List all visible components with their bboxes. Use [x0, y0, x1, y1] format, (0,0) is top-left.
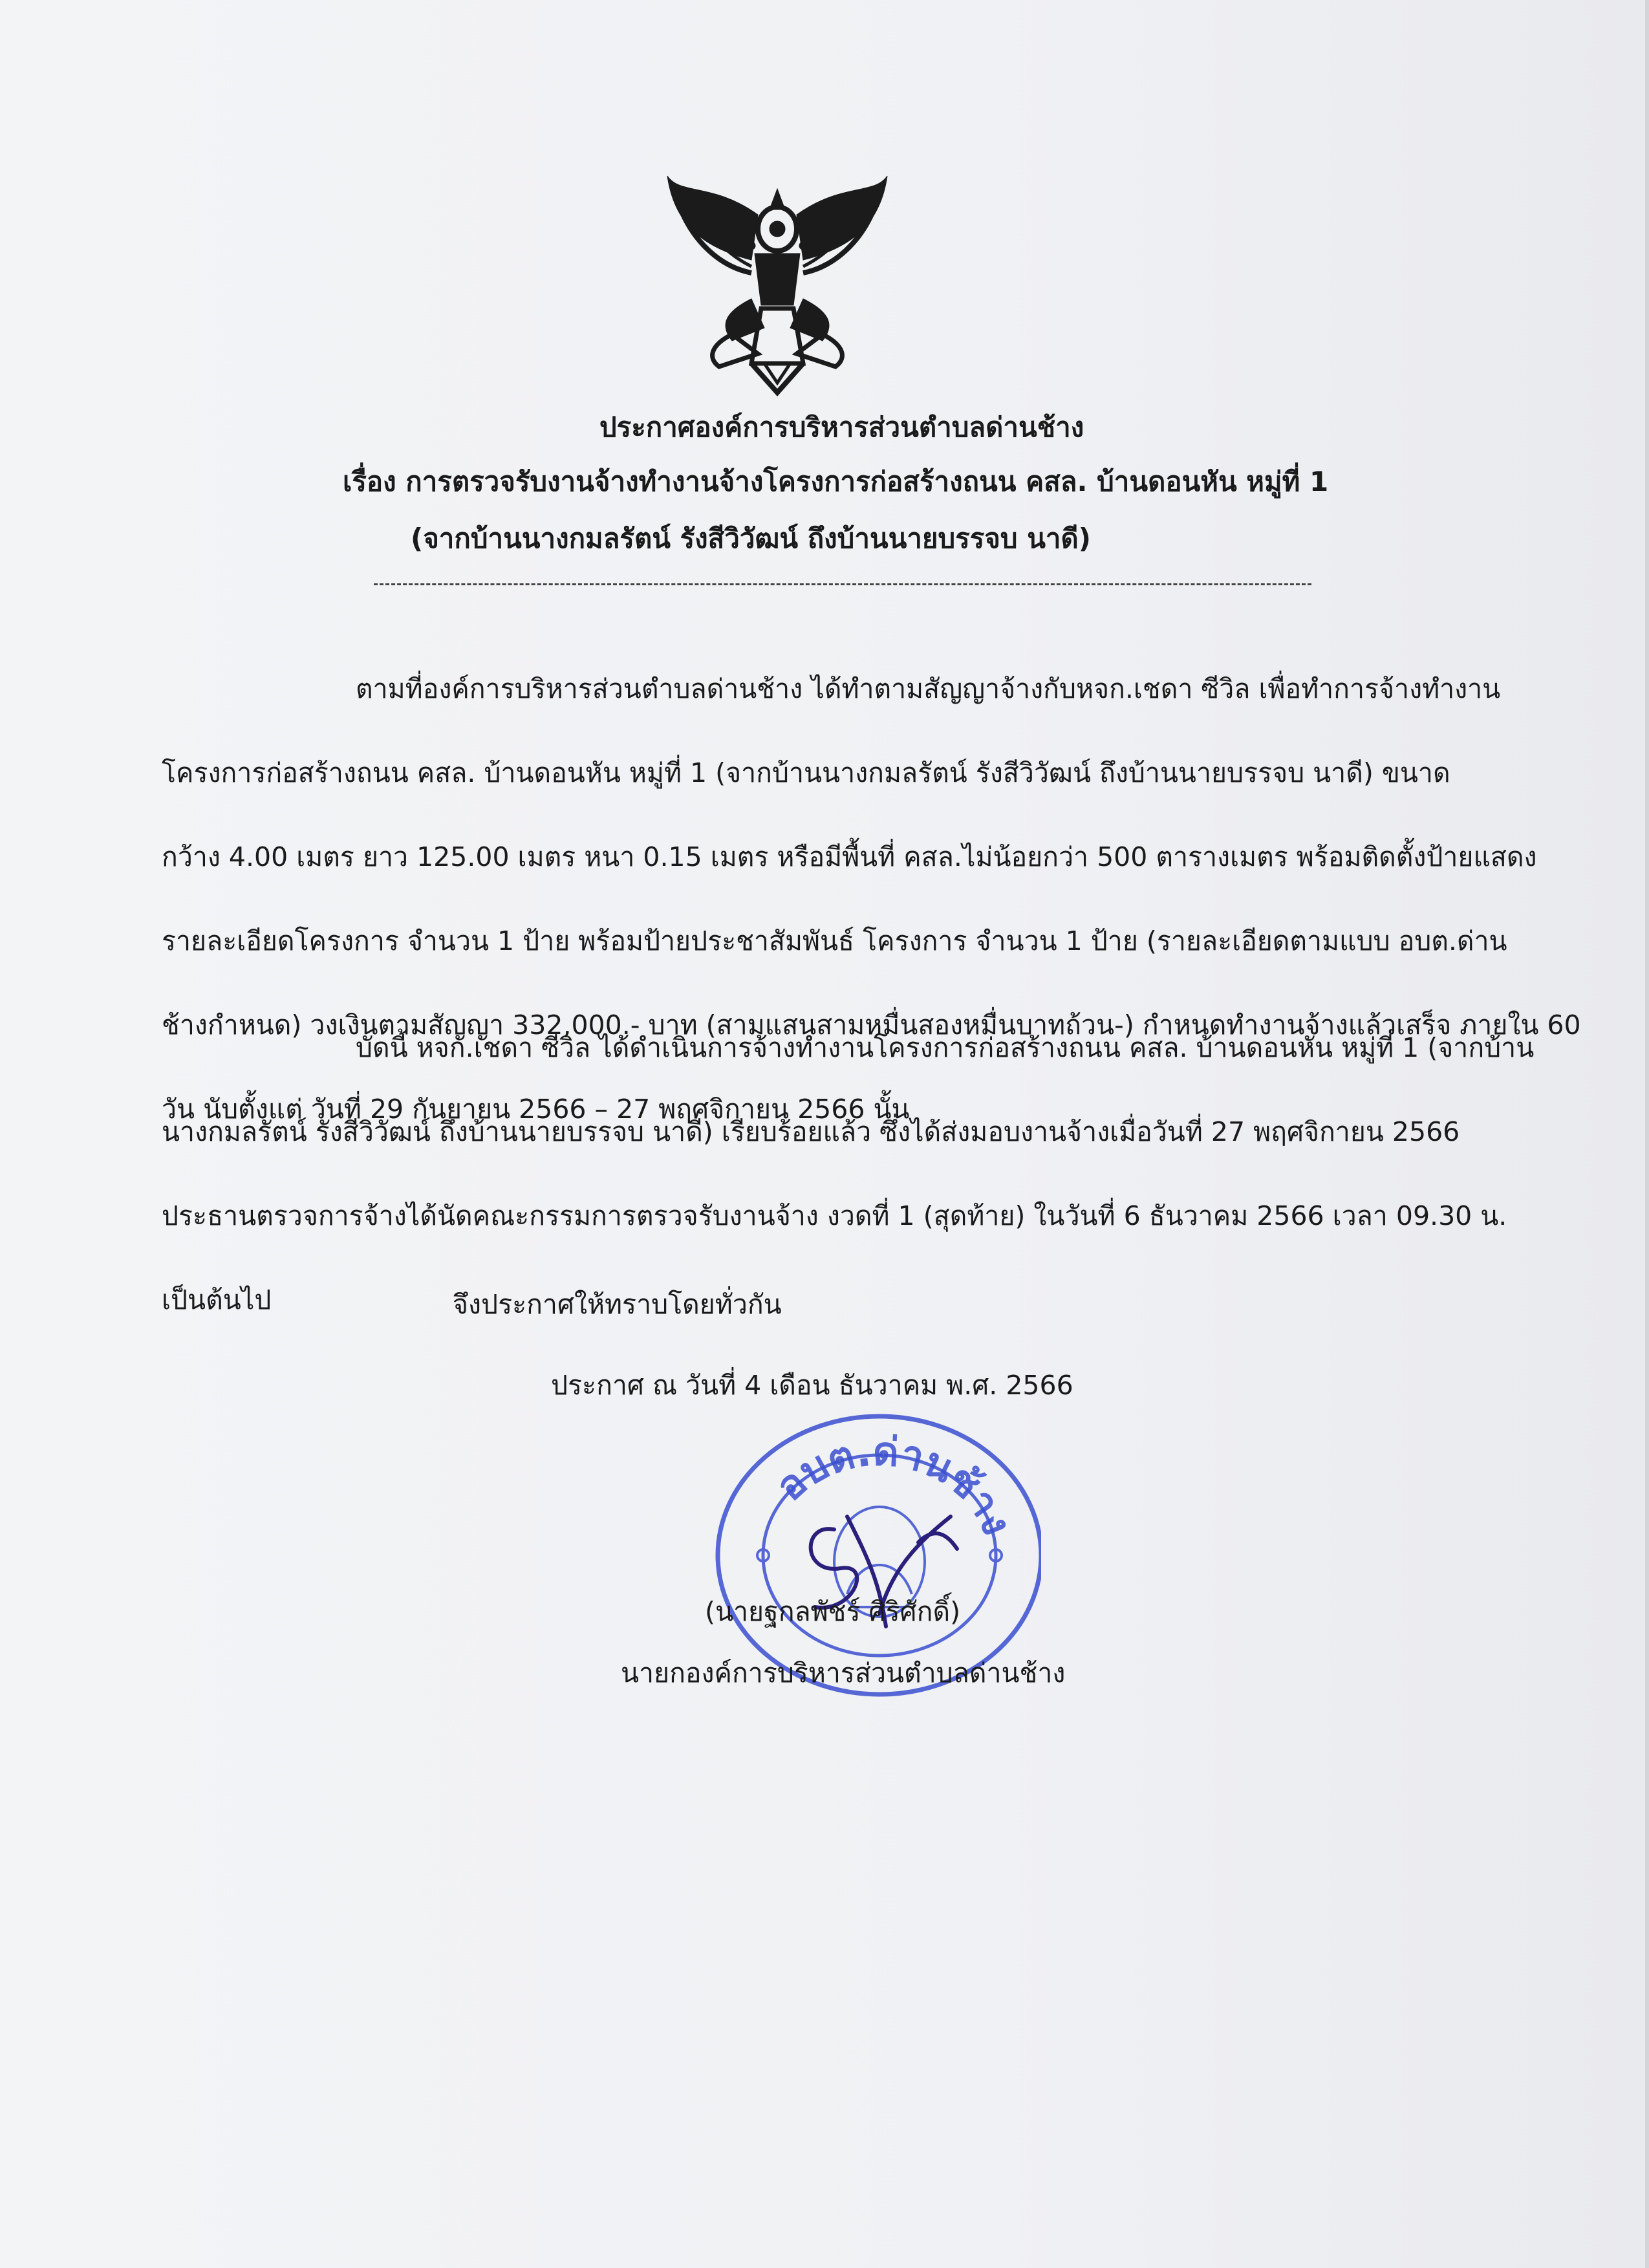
paragraph-line: วัน นับตั้งแต่ วันที่ 29 กันยายน 2566 – 27 พฤศจิกายน 2566 นั้น	[162, 1094, 910, 1125]
paragraph-line: บัดนี้ หจก.เชดา ซีวิล ได้ดำเนินการจ้างทำงานโครงการก่อสร้างถนน คสล. บ้านดอนหัน หมู่ที่ 1 (จากบ้าน	[356, 1032, 1535, 1063]
paragraph-line: ช้างกำหนด) วงเงินตามสัญญา 332,000.- บาท (สามแสนสามหมื่นสองหมื่นบาทถ้วน-) กำหนดทำงานจ้างแล้วเสร็จ ภายใน 60	[162, 1010, 1581, 1041]
announcement-title: ประกาศองค์การบริหารส่วนตำบลด่านช้าง	[599, 411, 1084, 443]
paragraph-line: นางกมลรัตน์ รังสีวิวัฒน์ ถึงบ้านนายบรรจบ นาดี) เรียบร้อยแล้ว ซึ่งได้ส่งมอบงานจ้างเมื่อวันที่ 27 พฤศจิกายน 2566	[162, 1116, 1460, 1147]
announcement-statement: จึงประกาศให้ทราบโดยทั่วกัน	[453, 1289, 782, 1320]
signer-title: นายกองค์การบริหารส่วนตำบลด่านช้าง	[621, 1658, 1066, 1689]
announcement-subject: เรื่อง การตรวจรับงานจ้างทำงานจ้างโครงการก่อสร้างถนน คสล. บ้านดอนหัน หมู่ที่ 1	[343, 466, 1329, 497]
paragraph-line: กว้าง 4.00 เมตร ยาว 125.00 เมตร หนา 0.15 เมตร หรือมีพื้นที่ คสล.ไม่น้อยกว่า 500 ตารางเมตร พร้อมติดตั้งป้ายแสดง	[162, 841, 1537, 872]
paragraph-line: เป็นต้นไป	[162, 1284, 272, 1315]
seal-text: อบต.ด่านช้าง	[766, 1427, 1022, 1542]
paragraph-line: ตามที่องค์การบริหารส่วนตำบลด่านช้าง ได้ทำตามสัญญาจ้างกับหจก.เชดา ซีวิล เพื่อทำการจ้างทำงาน	[356, 673, 1501, 704]
header-divider	[374, 583, 1311, 585]
garuda-emblem-icon	[654, 169, 900, 402]
paragraph-line: โครงการก่อสร้างถนน คสล. บ้านดอนหัน หมู่ที่ 1 (จากบ้านนางกมลรัตน์ รังสีวิวัฒน์ ถึงบ้านนายบรรจบ นาดี) ขนาด	[162, 757, 1450, 788]
svg-text:อบต.ด่านช้าง	[766, 1427, 1021, 1542]
paragraph-inspection	[162, 1006, 1535, 1342]
page-edge	[1645, 0, 1649, 2268]
announcement-location: (จากบ้านนางกมลรัตน์ รังสีวิวัฒน์ ถึงบ้านนายบรรจบ นาดี)	[411, 523, 1091, 554]
signer-name: (นายฐกลพัชร์ ศิริศักดิ์)	[705, 1596, 961, 1627]
announcement-date: ประกาศ ณ วันที่ 4 เดือน ธันวาคม พ.ศ. 2566	[551, 1370, 1073, 1401]
paragraph-line: รายละเอียดโครงการ จำนวน 1 ป้าย พร้อมป้ายประชาสัมพันธ์ โครงการ จำนวน 1 ป้าย (รายละเอียดตามแบบ อบต.ด่าน	[162, 925, 1507, 956]
paragraph-line: ประธานตรวจการจ้างได้นัดคณะกรรมการตรวจรับงานจ้าง งวดที่ 1 (สุดท้าย) ในวันที่ 6 ธันวาคม 2566 เวลา 09.30 น.	[162, 1200, 1507, 1231]
